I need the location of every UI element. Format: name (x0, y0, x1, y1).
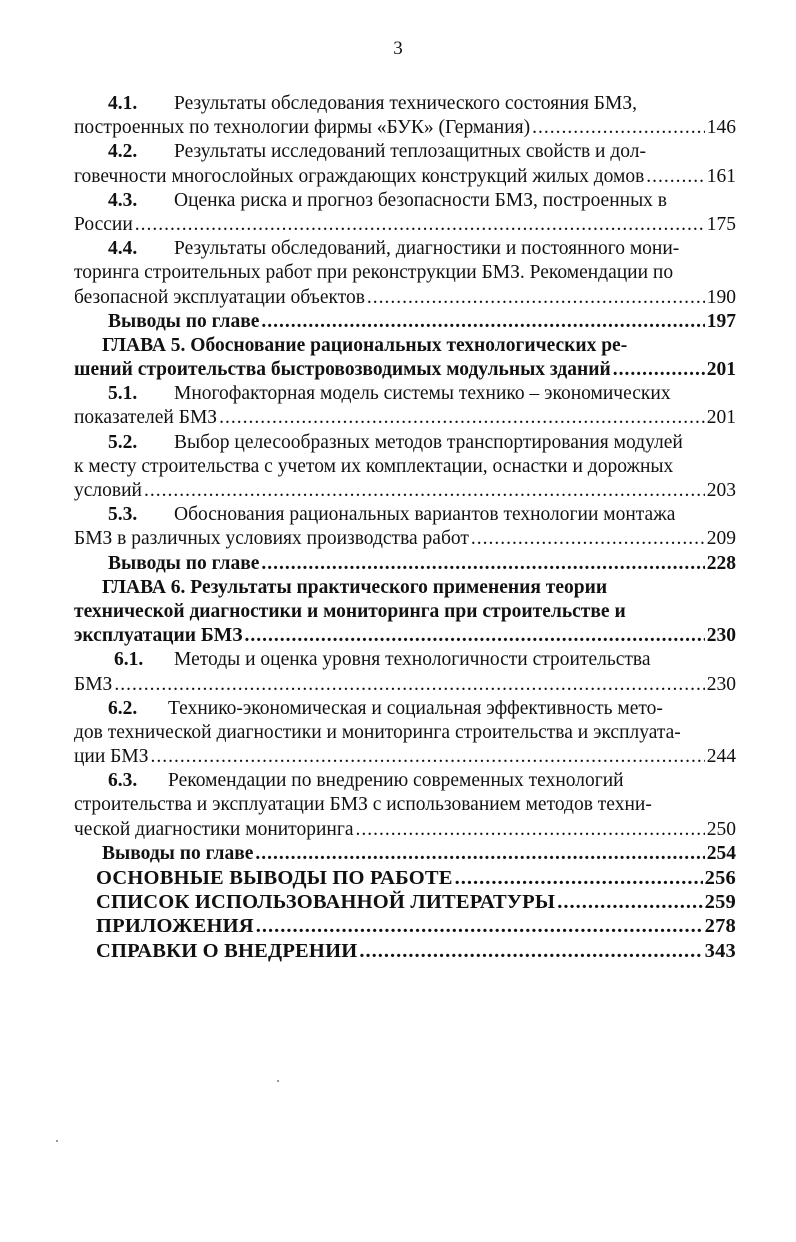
entry-title-cont: к месту строительства с учетом их комплектации, оснастки и дорожных (74, 455, 674, 477)
toc-references (74, 890, 736, 914)
page-ref: 175 (706, 213, 736, 235)
entry-title: Многофакторная модель системы технико – экономических (174, 383, 671, 405)
leader-dots (255, 842, 704, 866)
toc-entry-4-1 (74, 92, 736, 116)
toc-entry-5-1-cont (74, 406, 736, 430)
toc-entry-6-1 (74, 648, 736, 672)
entry-title: Выводы по главе (102, 842, 254, 864)
toc-entry-4-2-cont (74, 165, 736, 189)
section-number: 4.2. (108, 141, 138, 163)
toc-entry-4-3 (74, 189, 736, 213)
toc-entry-6-1-cont (74, 673, 736, 697)
leader-dots (256, 914, 703, 938)
toc-entry-conclusions-4 (74, 310, 736, 334)
page-ref: 201 (706, 359, 736, 381)
toc-entry-6-2-cont (74, 745, 736, 769)
toc-entry-6-2 (74, 697, 736, 721)
section-number: 6.1. (114, 649, 144, 671)
page-ref: 146 (706, 117, 736, 139)
entry-title-cont: ции БМЗ (74, 746, 149, 768)
entry-title: Технико-экономическая и социальная эффективность мето- (168, 697, 663, 719)
toc-entry-conclusions-6 (74, 842, 736, 866)
leader-dots (646, 165, 704, 189)
entry-title: Выводы по главе (108, 552, 260, 574)
entry-title: Результаты исследований теплозащитных свойств и дол- (174, 141, 646, 163)
entry-title-cont: строительства и эксплуатации БМЗ с использованием методов техни- (74, 794, 652, 816)
leader-dots (355, 818, 704, 842)
page-ref: 250 (706, 818, 736, 840)
entry-title-cont: безопасной эксплуатации объектов (74, 286, 365, 308)
toc-appendices (74, 914, 736, 938)
entry-title: Результаты обследования технического состояния БМЗ, (174, 93, 637, 114)
page-ref: 244 (706, 746, 736, 768)
entry-title: Выбор целесообразных методов транспортирования модулей (174, 431, 683, 453)
leader-dots (261, 552, 704, 576)
entry-title-cont: дов технической диагностики и мониторинга строительства и эксплуата- (74, 721, 681, 743)
entry-title-cont: говечности многослойных ограждающих конструкций жилых домов (74, 165, 645, 187)
toc-entry-4-1-cont (74, 116, 736, 140)
section-number: 5.1. (108, 383, 138, 405)
page-ref: 209 (706, 528, 736, 550)
leader-dots (613, 358, 705, 382)
toc-entry-6-3 (74, 769, 736, 793)
leader-dots (532, 116, 705, 140)
page-ref: 228 (706, 552, 736, 574)
entry-title-cont: шений строительства быстровозводимых модульных зданий (74, 359, 611, 381)
toc-entry-4-4 (74, 237, 736, 261)
toc-entry-4-4-cont (74, 286, 736, 310)
entry-title-cont: ческой диагностики мониторинга (74, 818, 354, 840)
page-ref: 203 (706, 480, 736, 501)
page-ref: 190 (706, 286, 736, 308)
leader-dots (244, 624, 704, 648)
toc-chapter-6-cont (74, 624, 736, 648)
section-number: 6.3. (108, 770, 138, 792)
leader-dots (471, 527, 705, 551)
page-ref: 230 (706, 673, 736, 695)
entry-title-cont: России (74, 213, 133, 235)
leader-dots (359, 939, 702, 963)
entry-title-cont: БМЗ в различных условиях производства работ (74, 528, 469, 550)
page-number: 3 (393, 38, 403, 59)
page-ref: 259 (704, 891, 736, 914)
entry-title: Методы и оценка уровня технологичности строительства (174, 649, 651, 671)
section-number: 6.2. (108, 697, 138, 719)
leader-dots (261, 310, 704, 334)
scan-speck (56, 1140, 58, 1142)
page-ref: 278 (704, 915, 736, 938)
scan-speck (277, 1080, 279, 1082)
toc-entry-6-3-cont (74, 818, 736, 842)
page-ref: 197 (706, 310, 736, 332)
leader-dots (219, 406, 705, 430)
entry-title: Оценка риска и прогноз безопасности БМЗ, построенных в (174, 189, 668, 211)
toc-chapter-6-line2: технической диагностики и мониторинга при строительстве и (74, 600, 626, 622)
entry-title: ОСНОВНЫЕ ВЫВОДЫ ПО РАБОТЕ (96, 867, 453, 889)
page-ref: 230 (706, 625, 736, 647)
entry-title: Обоснования рациональных вариантов технологии монтажа (174, 504, 676, 526)
toc-entry-4-2 (74, 140, 736, 164)
toc-implementation-certificates (74, 939, 736, 963)
toc-chapter-5-cont (74, 358, 736, 382)
leader-dots (367, 286, 705, 310)
entry-title: Рекомендации по внедрению современных технологий (168, 770, 624, 792)
leader-dots (557, 890, 702, 914)
entry-title-cont: эксплуатации БМЗ (74, 625, 243, 647)
section-number: 4.1. (108, 93, 138, 114)
leader-dots (151, 745, 705, 769)
toc-entry-4-3-cont (74, 213, 736, 237)
page-ref: 201 (706, 407, 736, 429)
toc-entry-5-2-cont (74, 479, 736, 503)
entry-title-cont: торинга строительных работ при реконструкции БМЗ. Рекомендации по (74, 262, 674, 284)
section-number: 5.3. (108, 504, 138, 526)
section-number: 4.4. (108, 238, 138, 260)
entry-title: ПРИЛОЖЕНИЯ (96, 915, 254, 938)
leader-dots (114, 673, 704, 697)
page-ref: 256 (704, 867, 736, 889)
entry-title: СПИСОК ИСПОЛЬЗОВАННОЙ ЛИТЕРАТУРЫ (96, 891, 556, 914)
toc-entry-5-2 (74, 431, 736, 455)
leader-dots (135, 213, 705, 237)
page-ref: 343 (704, 939, 736, 962)
toc-chapter-5: ГЛАВА 5. Обоснование рациональных технологических ре- (102, 334, 628, 356)
toc-entry-conclusions-5 (74, 552, 736, 576)
entry-title-cont: условий (74, 480, 142, 501)
entry-title-cont: показателей БМЗ (74, 407, 218, 429)
section-number: 4.3. (108, 189, 138, 211)
toc-entry-5-3 (74, 503, 736, 527)
toc-entry-5-1 (74, 382, 736, 406)
toc-entry-5-3-cont (74, 527, 736, 551)
table-of-contents (74, 92, 736, 963)
leader-dots (144, 479, 705, 503)
entry-title-cont: построенных по технологии фирмы «БУК» (Германия) (74, 117, 531, 139)
toc-chapter-6: ГЛАВА 6. Результаты практического применения теории (102, 576, 608, 598)
leader-dots (455, 866, 703, 890)
page-ref: 254 (706, 842, 736, 864)
entry-title: Результаты обследований, диагностики и постоянного мони- (174, 238, 680, 260)
entry-title-cont: БМЗ (74, 673, 113, 695)
entry-title: Выводы по главе (108, 310, 260, 332)
page-ref: 161 (706, 165, 736, 187)
toc-main-conclusions (74, 866, 736, 890)
entry-title: СПРАВКИ О ВНЕДРЕНИИ (96, 939, 358, 962)
section-number: 5.2. (108, 431, 138, 453)
